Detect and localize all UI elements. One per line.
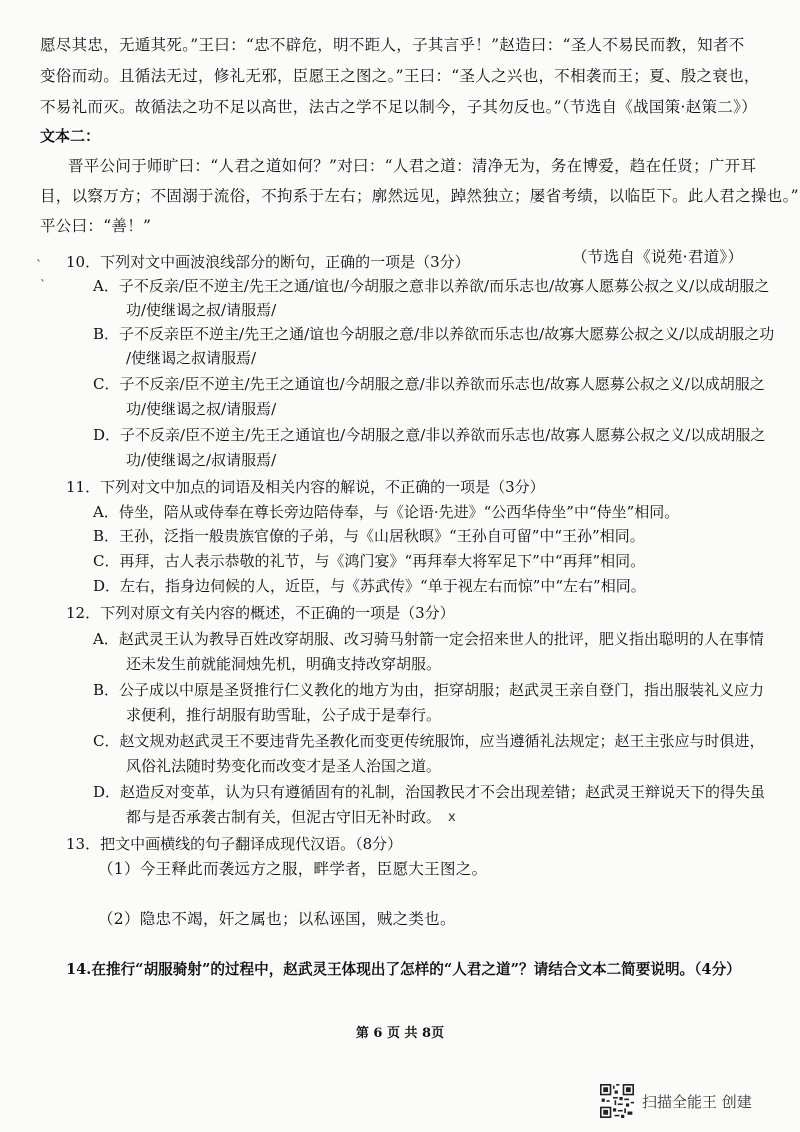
q13-sentence-2: （2）隐忠不竭，奸之属也；以私诬国，贼之类也。 <box>98 910 456 928</box>
q10-option-d-line-1: D．子不反亲/臣不逆主/先王之通谊也/今胡服之意/非以养欲而乐志也/故寡人愿募公叔之义/以成胡服之 <box>93 426 766 444</box>
q11-stem: 11．下列对文中加点的词语及相关内容的解说，不正确的一项是（3分） <box>66 478 545 496</box>
q12-option-c-line-1: C．赵文规劝赵武灵王不要违背先圣教化而变更传统服饰，应当遵循礼法规定；赵王主张应与时俱进， <box>93 732 765 750</box>
q10-option-d-line-2: 功/使继谒之/叔请服焉/ <box>126 451 277 469</box>
q12-option-a-line-1: A．赵武灵王认为教导百姓改穿胡服、改习骑马射箭一定会招来世人的批评，肥义指出聪明的人在事情 <box>93 630 764 648</box>
q13-sentence-1: （1）今王释此而袭远方之服，畔学者，臣愿大王图之。 <box>98 860 488 878</box>
watermark-text: 扫描全能王 创建 <box>642 1092 752 1111</box>
q11-option-d: D．左右，指身边伺候的人，近臣，与《苏武传》“单于视左右而惊”中“左右”相同。 <box>93 577 646 595</box>
q12-option-c-line-2: 风俗礼法随时势变化而改变才是圣人治国之道。 <box>126 757 442 775</box>
text1-line-2: 变俗而动。且循法无过，修礼无邪，臣愿王之图之。”王曰：“圣人之兴也，不相袭而王；夏、殷之衰也， <box>40 67 760 85</box>
q11-option-a: A．侍坐，陪从或侍奉在尊长旁边陪侍奉，与《论语·先进》“公西华侍坐”中“侍坐”相同。 <box>93 503 680 521</box>
text1-line-3: 不易礼而灭。故循法之功不足以高世，法古之学不足以制今，子其勿反也。”（节选自《战国策·赵策二》） <box>40 98 758 116</box>
text2-line-1: 晋平公问于师旷曰：“人君之道如何？”对曰：“人君之道：清净无为，务在博爱，趋在任贤；广开耳 <box>68 157 757 175</box>
q14-stem: 14.在推行“胡服骑射”的过程中，赵武灵王体现出了怎样的“人君之道”？请结合文本二简要说明。（4分） <box>66 961 741 978</box>
q10-option-a-line-2: 功/使继谒之叔/请服焉/ <box>126 301 277 319</box>
q10-option-c-line-1: C．子不反亲/臣不逆主/先王之通谊也/今胡服之意/非以养欲而乐志也/故寡人愿募公叔之义/以成胡服之 <box>93 375 765 393</box>
q11-option-c: C．再拜，古人表示恭敬的礼节，与《鸿门宴》“再拜奉大将军足下”中“再拜”相同。 <box>93 552 646 570</box>
text1-line-1: 愿尽其忠，无遁其死。”王曰：“忠不辟危，明不距人，子其言乎！”赵造曰：“圣人不易民而教，知者不 <box>40 36 745 54</box>
qr-code-icon <box>600 1084 634 1118</box>
page-footer: 第 6 页 共 8页 <box>355 1026 445 1041</box>
q12-option-b-line-1: B．公子成以中原是圣贤推行仁义教化的地方为由，拒穿胡服；赵武灵王亲自登门，指出服装礼义应力 <box>93 681 765 699</box>
q12-option-a-line-2: 还未发生前就能洞烛先机，明确支持改穿胡服。 <box>126 655 442 673</box>
q11-option-b: B．王孙，泛指一般贵族官僚的子弟，与《山居秋暝》“王孙自可留”中“王孙”相同。 <box>93 527 645 545</box>
pen-mark-2: ` <box>40 278 46 292</box>
q10-option-a-line-1: A．子不反亲/臣不逆主/先王之通/谊也/今胡服之意非以养欲/而乐志也/故寡人愿募公叔之义/以成胡服之 <box>93 277 770 295</box>
text2-line-2: 目，以察万方；不固溺于流俗，不拘系于左右；廓然远见，踔然独立；屡省考绩，以临臣下。此人君之操也。” <box>40 187 799 205</box>
q10-stem: 10．下列对文中画波浪线部分的断句，正确的一项是（3分） <box>66 253 470 271</box>
q12-stem: 12．下列对原文有关内容的概述，不正确的一项是（3分） <box>66 604 455 622</box>
pen-mark-1: ` <box>36 258 42 272</box>
q12-option-d-line-2: 都与是否承袭古制有关，但泥古守旧无补时政。 <box>126 808 442 826</box>
q13-stem: 13．把文中画横线的句子翻译成现代汉语。（8分） <box>66 835 403 853</box>
text2-heading: 文本二： <box>40 127 101 145</box>
q10-option-c-line-2: 功/使继谒之叔/请服焉/ <box>126 400 277 418</box>
q12-option-b-line-2: 求便利，推行胡服有助雪耻，公子成于是奉行。 <box>126 706 442 724</box>
stray-x-mark: x <box>448 810 456 825</box>
q10-option-b-line-1: B．子不反亲臣不逆主/先王之通/谊也今胡服之意/非以养欲而乐志也/故寡大愿募公叔之义/以成胡服之功 <box>93 325 775 343</box>
text2-source: （节选自《说苑·君道》） <box>572 248 744 266</box>
q12-option-d-line-1: D．赵造反对变革，认为只有遵循固有的礼制，治国教民才不会出现差错；赵武灵王辩说天下的得失虽 <box>93 783 766 801</box>
q10-option-b-line-2: /使继谒之叔请服焉/ <box>126 349 257 367</box>
scanner-watermark <box>600 1084 790 1118</box>
text2-line-3: 平公曰：“善！” <box>40 217 152 235</box>
